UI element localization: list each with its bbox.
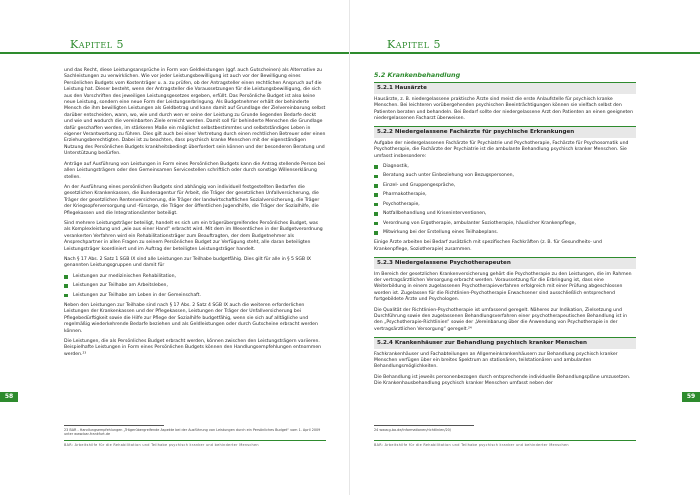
list-item: Leistungen zur Teilhabe am Leben in der Gemeinschaft. bbox=[64, 293, 326, 299]
list-item: Notfallbehandlung und Kriseninterventionen, bbox=[374, 211, 636, 217]
paragraph: An der Ausführung eines persönlichen Budgets sind abhängig von individuell festgestellten Bedarfen die gesetzlichen Krankenkassen, die Bundesagentur für Arbeit, die Träger der gesetzlichen Unfallversicherung, die Träger der gesetzlichen Rentenversicherung, die Träger der landwirtschaftlichen Sozialversicherung, die Träger der Kriegsopferversorgung und -fürsorge, die Träger der öffentlichen Jugendhilfe, die Träger der Sozialhilfe, die Pflegekassen und die Integrationsämter beteiligt. bbox=[64, 184, 320, 216]
page-number: 58 bbox=[0, 392, 18, 402]
footnote-rule bbox=[64, 425, 164, 426]
paragraph: Die Leistungen, die als Persönliches Budget erbracht werden, können zwischen den Leistungsträgern variieren. Beispielhafte Leistungen in Form eines Persönlichen Budgets können den Handlungsempfehlungen entnommen werden.²³ bbox=[64, 339, 322, 357]
bullet-list bbox=[374, 164, 636, 236]
bullet-square-icon bbox=[374, 193, 378, 197]
footer-rule bbox=[64, 440, 326, 441]
paragraph: Aufgabe der niedergelassenen Fachärzte für Psychiatrie und Psychotherapie, Fachärzte für Psychosomatik und Psychotherapie, die Fachärzte der Psychiatrie ist die ambulante Behandlung psychisch kranker Menschen. Sie umfasst insbesondere: bbox=[374, 140, 629, 159]
subsection-heading: 5.2.3 Niedergelassene Psychotherapeuten bbox=[374, 257, 636, 268]
paragraph: Die Qualität der Richtlinien-Psychotherapie ist umfassend geregelt. Näheres zur Indikation, Zielsetzung und Durchführung sowie den zugelassenen Behandlungsverfahren einer psychotherapeutischen Behandlung ist in den „Psychotherapie-Richtlinien“ sowie der „Vereinbarung über die Anwendung von Psychotherapie in der vertragsärztlichen Versorgung“ geregelt.²⁴ bbox=[374, 307, 628, 332]
footnote-rule bbox=[374, 425, 474, 426]
list-item: Mitwirkung bei der Erstellung eines Teilhabeplans. bbox=[374, 230, 636, 236]
subsection-heading: 5.2.1 Hausärzte bbox=[374, 82, 636, 93]
chapter-rule bbox=[0, 52, 350, 54]
list-item: Einzel- und Gruppengespräche, bbox=[374, 183, 636, 189]
bullet-square-icon bbox=[374, 231, 378, 235]
paragraph: Hausärzte, z. B. niedergelassene praktische Ärzte sind meist die erste Anlaufstelle für psychisch kranke Menschen. Bei leichteren vorübergehenden psychischen Beeinträchtigungen können sie vielfach selbst den Patienten beraten und behandeln. Bei Bedarf sollte der niedergelassene Arzt den Patienten an einen geeigneten niedergelassenen Facharzt überweisen. bbox=[374, 96, 634, 122]
footnote: 23 BAR - Handlungsempfehlungen „Trägerübergreifende Aspekte bei der Ausführung von Leistungen durch ein Persönliches Budget“ vom 1. April 2009 unter www.bar-frankfurt.de bbox=[64, 428, 321, 437]
page-number: 59 bbox=[682, 392, 700, 402]
page-footer: BAR: Arbeitshilfe für die Rehabilitation und Teilhabe psychisch kranker und behinderter Menschen bbox=[374, 443, 569, 447]
list-item: Leistungen zur medizinischen Rehabilitation, bbox=[64, 274, 326, 280]
right-text-column bbox=[374, 72, 636, 392]
bullet-square-icon bbox=[374, 203, 378, 207]
bullet-square-icon bbox=[374, 165, 378, 169]
footer-rule bbox=[374, 440, 636, 441]
bullet-square-icon bbox=[64, 294, 68, 298]
bullet-square-icon bbox=[374, 212, 378, 216]
list-item: Leistungen zur Teilhabe am Arbeitsleben, bbox=[64, 283, 326, 289]
paragraph: Die Behandlung ist jeweils personenbezogen durch entsprechende individuelle Behandlungspläne umzusetzen. Die Krankenhausbehandlung psychisch kranker Menschen umfasst neben der bbox=[374, 374, 631, 387]
paragraph: und das Recht, diese Leistungsansprüche in Form von Geldleistungen (ggf. auch Gutscheinen) als Alternative zu Sachleistungen zu verwirklichen. Wie vor jeder Leistungsbewilligung ist auch vor der Bewilligung eines Persönlichen Budgets vom Kostenträger u. a. zu prüfen, ob der Antragsteller einen rechtlichen Anspruch auf die Leistung hat. Dieser besteht, wenn der Antragsteller die Voraussetzungen für die Leistungsbewilligung, die sich aus den Vorschriften des jeweiligen Leistungsgesetzes ergeben, erfüllt. Das Persönliche Budget ist also keine neue Leistung, sondern eine neue Form der Leistungserbringung. Als Budgetnehmer erhält der behinderte Mensch die ihm bewilligten Leistungen als Geldbetrag und kann damit auf Grundlage der Zielvereinbarung selbst darüber entscheiden, wann, wo, wie und durch wen er seine der Leistung zu Grunde liegenden Bedarfe deckt und wie und wodurch die vereinbarten Ziele erreicht werden. Damit soll für behinderte Menschen die Grundlage dafür geschaffen werden, im stärkeren Maße ein möglichst selbstbestimmtes und selbstständiges Leben in eigener Verantwortung zu führen. Dies gilt auch bei einer Vertretung durch einen rechtlichen Betreuer oder einen Erziehungsberechtigten. Dabei ist zu beachten, dass psychisch kranke Menschen mit der eigenständigen Nutzung des Persönlichen Budgets krankheitsbedingt überfordert sein können und der besonderen Beratung und Unterstützung bedürfen. bbox=[64, 68, 326, 157]
subsection-heading: 5.2.2 Niedergelassene Fachärzte für psychische Erkrankungen bbox=[374, 126, 636, 137]
list-item: Beratung auch unter Einbeziehung von Bezugspersonen, bbox=[374, 173, 636, 179]
section-title: 5.2 Krankenbehandlung bbox=[374, 71, 461, 79]
paragraph: Anträge auf Ausführung von Leistungen in Form eines Persönlichen Budgets kann die Antrag stellende Person bei allen Leistungsträgern oder den Gemeinsamen Servicestellen schriftlich oder durch sonstige Willenserklärung stellen. bbox=[64, 161, 326, 180]
subsection-heading: 5.2.4 Krankenhäuser zur Behandlung psychisch kranker Menschen bbox=[374, 337, 636, 348]
footnote: 24 www.g-ba.de/informationen/richtlinien/20/ bbox=[374, 428, 451, 432]
list-item: Pharmakotherapie, bbox=[374, 192, 636, 198]
right-page bbox=[350, 0, 700, 495]
bullet-square-icon bbox=[374, 222, 378, 226]
list-item: Diagnostik, bbox=[374, 164, 636, 170]
chapter-header: Kapitel 5 bbox=[70, 38, 125, 51]
paragraph: Fachkrankenhäuser und Fachabteilungen an Allgemeinkrankenhäusern zur Behandlung psychisch kranker Menschen verfügen über ein breites Spektrum an stationären, teilstationären und ambulanten Behandlungsmöglichkeiten. bbox=[374, 351, 618, 370]
paragraph: Im Bereich der gesetzlichen Krankenversicherung gehört die Psychotherapie zu den Leistungen, die im Rahmen der vertragsärztlichen Versorgung erbracht werden. Voraussetzung für die Erbringung ist, dass eine Weiterbildung in einem zugelassenen Psychotherapieverfahren erfolgreich mit einer Prüfung abgeschlossen worden ist. Zugelassen für die Richtlinien-Psychotherapie Erwachsener sind ausschließlich entsprechend fortgebildete Ärzte und Psychologen. bbox=[374, 271, 632, 303]
bullet-square-icon bbox=[374, 184, 378, 188]
paragraph: Sind mehrere Leistungsträger beteiligt, handelt es sich um ein trägerübergreifendes Persönliches Budget, was als Komplexleistung und „wie aus einer Hand“ erbracht wird. Mit dem im Wesentlichen in der Budgetverordnung verankerten Verfahren wird ein Rehabilitationsträger zum Beauftragten, der dem Budgetnehmer als Ansprechpartner in allen Fragen zu seinem Persönlichen Budget zur Verfügung steht, alle daran beteiligten Leistungsträger koordiniert und im Auftrag der beteiligten Leistungsträger handelt. bbox=[64, 220, 323, 252]
list-item: Verordnung von Ergotherapie, ambulanter Soziotherapie, häuslicher Krankenpflege, bbox=[374, 221, 636, 227]
list-item: Psychotherapie, bbox=[374, 202, 636, 208]
paragraph: Neben den Leistungen zur Teilhabe sind nach § 17 Abs. 2 Satz 4 SGB IX auch die weiteren erforderlichen Leistungen der Krankenkassen und der Pflegekassen, Leistungen der Träger der Unfallversicherung bei Pflegebedürftigkeit sowie die Hilfe zur Pflege der Sozialhilfe budgetfähig, wenn sie sich auf alltägliche und regelmäßig wiederkehrende Bedarfe beziehen und als Geldleistungen oder durch Gutscheine erbracht werden können. bbox=[64, 303, 318, 334]
bullet-list bbox=[64, 274, 326, 299]
chapter-header: Kapitel 5 bbox=[387, 38, 442, 51]
bullet-square-icon bbox=[374, 175, 378, 179]
left-text-column bbox=[64, 68, 326, 362]
page-footer: BAR: Arbeitshilfe für die Rehabilitation und Teilhabe psychisch kranker und behinderter Menschen bbox=[64, 443, 259, 447]
paragraph: Einige Ärzte arbeiten bei Bedarf zusätzlich mit spezifischen Fachkräften (z. B. für Gesundheits- und Krankenpflege, Soziotherapie) zusammen. bbox=[374, 240, 602, 252]
paragraph: Nach § 17 Abs. 2 Satz 1 SGB IX sind alle Leistungen zur Teilhabe budgetfähig. Dies gilt für alle in § 5 SGB IX genannten Leistungsgruppen und damit für bbox=[64, 256, 312, 269]
chapter-rule bbox=[350, 52, 700, 54]
bullet-square-icon bbox=[64, 284, 68, 288]
bullet-square-icon bbox=[64, 275, 68, 279]
